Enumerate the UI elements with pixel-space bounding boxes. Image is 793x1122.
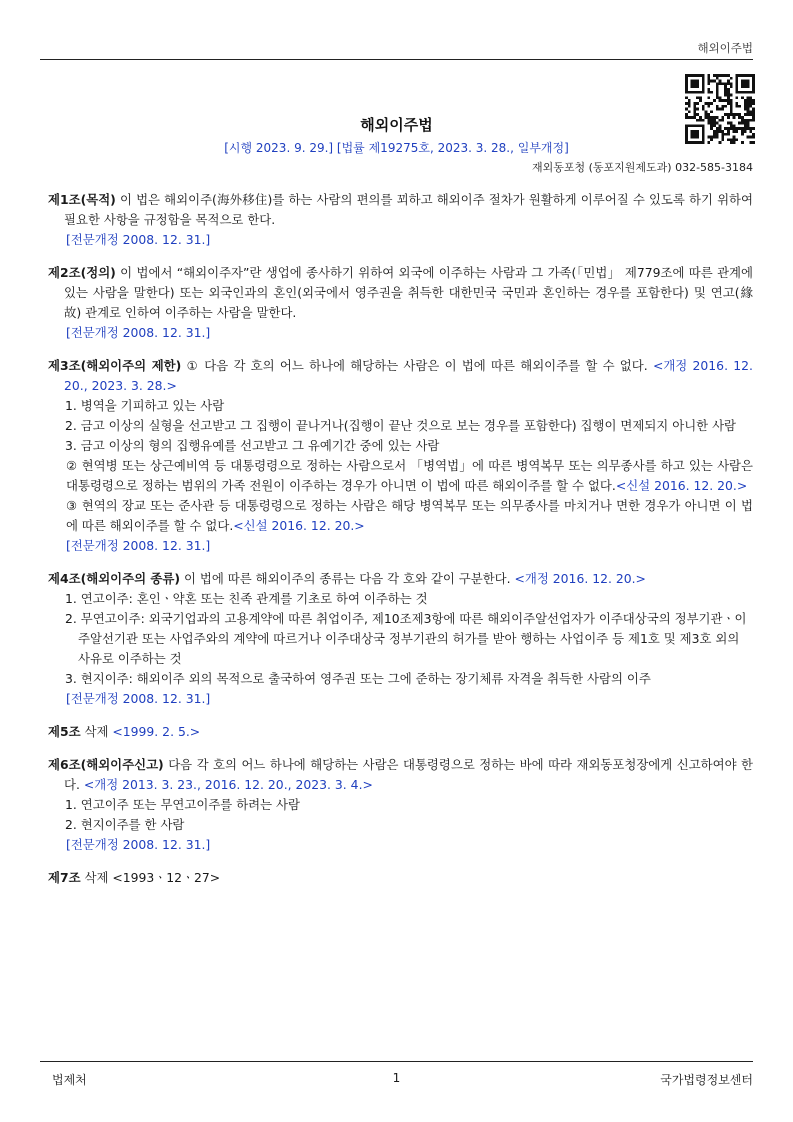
article-item: 3. 현지이주: 해외이주 외의 목적으로 출국하여 영주권 또는 그에 준하는 장기체류 자격을 취득한 사람의 이주 bbox=[65, 671, 651, 686]
footer-source: 국가법령정보센터 bbox=[660, 1073, 753, 1087]
article-item: 1. 연고이주: 혼인ㆍ약혼 또는 친족 관계를 기초로 하여 이주하는 것 bbox=[65, 591, 428, 606]
article-text: ① 다음 각 호의 어느 하나에 해당하는 사람은 이 법에 따른 해외이주를 할 수 없다. bbox=[181, 358, 653, 373]
article-item: 1. 병역을 기피하고 있는 사람 bbox=[65, 398, 225, 413]
article-item: 2. 금고 이상의 실형을 선고받고 그 집행이 끝나거나(집행이 끝난 것으로 보는 경우를 포함한다) 집행이 면제되지 아니한 사람 bbox=[65, 418, 737, 433]
footer-divider bbox=[40, 1061, 753, 1062]
article-number: 제3조 bbox=[48, 358, 81, 373]
header-divider bbox=[40, 59, 753, 60]
amendment-note[interactable]: <개정 2016. 12. 20.> bbox=[514, 571, 646, 586]
article-text: 삭제 bbox=[80, 724, 113, 739]
article-number: 제1조 bbox=[48, 192, 81, 207]
running-header-title: 해외이주법 bbox=[697, 41, 753, 55]
article-number: 제4조 bbox=[48, 571, 81, 586]
article-text: 이 법에 따른 해외이주의 종류는 다음 각 호와 같이 구분한다. bbox=[180, 571, 515, 586]
article-paragraph: ③ 현역의 장교 또는 준사관 등 대통령령으로 정하는 사람은 해당 병역복무 또는 의무종사를 마치거나 면한 경우가 아니면 이 법에 따른 해외이주를 할 수 없다.<신설 2016. 12. 20.> bbox=[66, 498, 753, 533]
article-item: 2. 현지이주를 한 사람 bbox=[65, 817, 185, 832]
article-paragraph: ② 현역병 또는 상근예비역 등 대통령령으로 정하는 사람으로서 「병역법」에 따른 병역복무 또는 의무종사를 하고 있는 사람은 대통령령으로 정하는 범위의 가족 전원이 이주하는 경우가 아니면 이 법에 따른 해외이주를 할 수 없다.<신설 2016. 12. 20.> bbox=[66, 458, 753, 493]
page-number: 1 bbox=[392, 1071, 401, 1085]
article-text: 이 법에서 “해외이주자”란 생업에 종사하기 위하여 외국에 이주하는 사람과 그 가족(「민법」 제779조에 따른 관계에 있는 사람을 말한다) 또는 외국인과의 혼인(외국에서 영주권을 취득한 대한민국 국민과 혼인하는 경우를 포함한다) 및 연고(緣故) 관계로 인하여 이주하는 사람을 말한다. bbox=[64, 265, 753, 320]
article-2 bbox=[48, 263, 753, 343]
amendment-note[interactable]: <1999. 2. 5.> bbox=[112, 724, 201, 739]
article-item: 1. 연고이주 또는 무연고이주를 하려는 사람 bbox=[65, 797, 300, 812]
article-4 bbox=[48, 569, 753, 709]
article-title: (해외이주신고) bbox=[80, 757, 164, 772]
article-title: (정의) bbox=[80, 265, 116, 280]
article-title: (해외이주의 종류) bbox=[80, 571, 180, 586]
footer-publisher: 법제처 bbox=[52, 1073, 87, 1087]
article-text: 이 법은 해외이주(海外移住)를 하는 사람의 편의를 꾀하고 해외이주 절차가 원활하게 이루어질 수 있도록 하기 위하여 필요한 사항을 규정함을 목적으로 한다. bbox=[64, 192, 753, 227]
article-title: (해외이주의 제한) bbox=[80, 358, 182, 373]
law-body bbox=[48, 190, 753, 901]
amendment-note[interactable]: <신설 2016. 12. 20.> bbox=[233, 518, 365, 533]
article-1 bbox=[48, 190, 753, 250]
amendment-note[interactable]: <개정 2016. 12. 20., 2023. 3. 28.> bbox=[64, 358, 753, 393]
revision-note[interactable]: [전문개정 2008. 12. 31.] bbox=[66, 538, 211, 553]
revision-note[interactable]: [전문개정 2008. 12. 31.] bbox=[66, 325, 211, 340]
article-number: 제7조 bbox=[48, 870, 81, 885]
document-title: 해외이주법 bbox=[360, 116, 433, 134]
revision-note[interactable]: [전문개정 2008. 12. 31.] bbox=[66, 691, 211, 706]
article-item: 3. 금고 이상의 형의 집행유예를 선고받고 그 유예기간 중에 있는 사람 bbox=[65, 438, 440, 453]
article-6 bbox=[48, 755, 753, 855]
revision-note[interactable]: [전문개정 2008. 12. 31.] bbox=[66, 232, 211, 247]
article-5 bbox=[48, 722, 753, 742]
article-3 bbox=[48, 356, 753, 556]
enforcement-info[interactable]: [시행 2023. 9. 29.] [법률 제19275호, 2023. 3. 28., 일부개정] bbox=[224, 141, 569, 155]
amendment-note[interactable]: <개정 2013. 3. 23., 2016. 12. 20., 2023. 3. 4.> bbox=[83, 777, 373, 792]
revision-note[interactable]: [전문개정 2008. 12. 31.] bbox=[66, 837, 211, 852]
article-item: 2. 무연고이주: 외국기업과의 고용계약에 따른 취업이주, 제10조제3항에 따른 해외이주알선업자가 이주대상국의 정부기관ㆍ이주알선기관 또는 사업주와의 계약에 따르거나 이주대상국 정부기관의 허가를 받아 행하는 사업이주 등 제1호 및 제3호 외의 사유로 이주하는 것 bbox=[65, 611, 747, 666]
article-title: (목적) bbox=[80, 192, 116, 207]
article-number: 제5조 bbox=[48, 724, 81, 739]
article-7 bbox=[48, 868, 753, 888]
article-number: 제2조 bbox=[48, 265, 81, 280]
article-text: 다음 각 호의 어느 하나에 해당하는 사람은 대통령령으로 정하는 바에 따라 재외동포청장에게 신고하여야 한다. bbox=[64, 757, 753, 792]
article-number: 제6조 bbox=[48, 757, 81, 772]
article-text: 삭제 <1993ㆍ12ㆍ27> bbox=[80, 870, 221, 885]
amendment-note[interactable]: <신설 2016. 12. 20.> bbox=[615, 478, 748, 493]
ministry-contact: 재외동포청 (동포지원제도과) 032-585-3184 bbox=[531, 161, 753, 174]
